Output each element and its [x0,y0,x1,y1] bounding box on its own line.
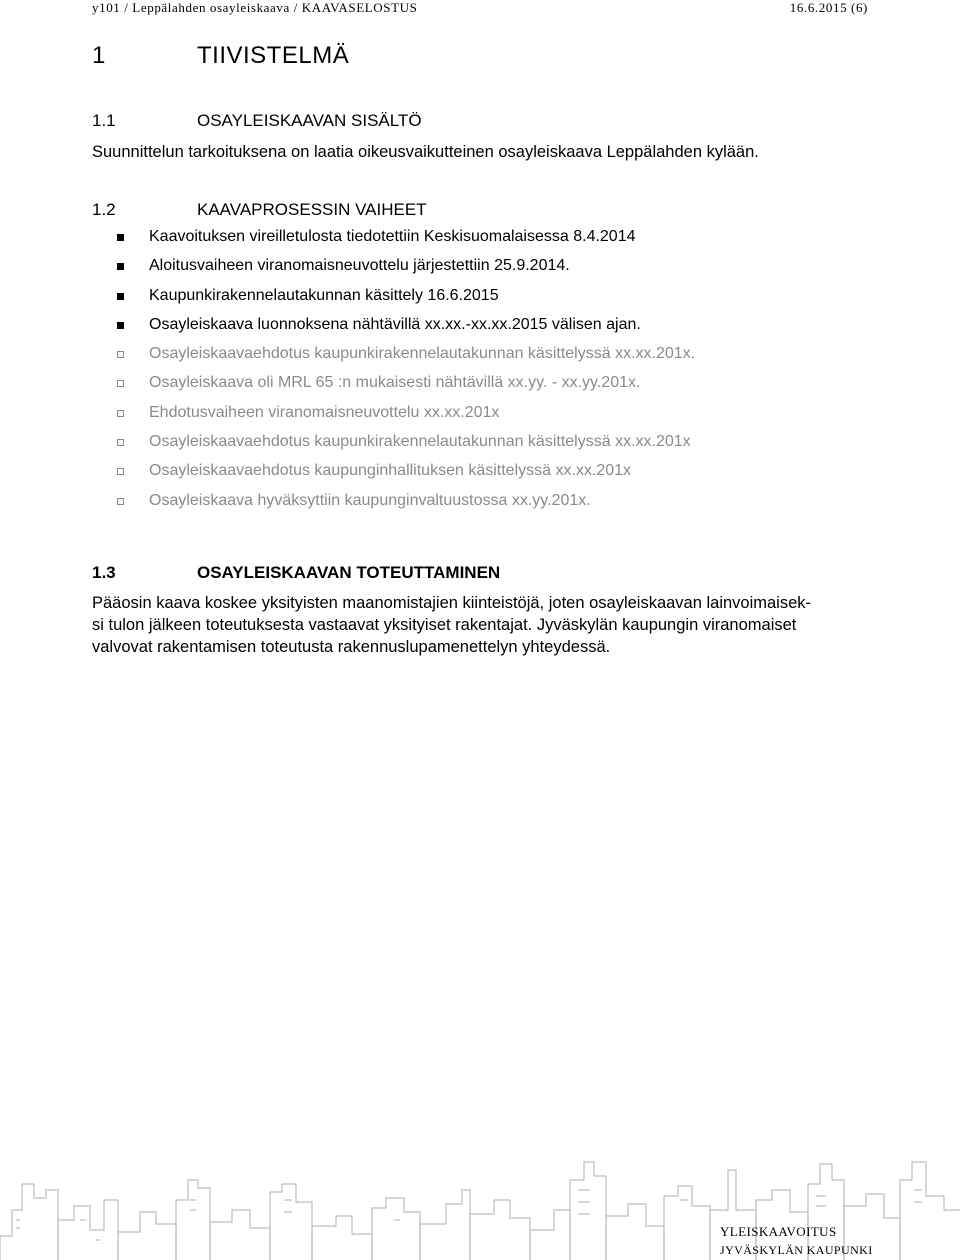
square-bullet-icon [117,439,124,446]
skyline-building [900,1162,960,1260]
square-bullet-icon [117,410,124,417]
paragraph-line: si tulon jälkeen toteutuksesta vastaavat yksityiset rakentajat. Jyväskylän kaupungin viranomaiset [92,616,797,634]
footer-department: YLEISKAAVOITUS [720,1224,837,1239]
process-step-text: Osayleiskaava hyväksyttiin kaupunginvaltuustossa xx.yy.201x. [149,491,591,509]
square-bullet-icon [117,263,124,270]
heading-number: 1 [92,42,106,69]
process-step-text: Osayleiskaava luonnoksena nähtävillä xx.xx.-xx.xx.2015 välisen ajan. [149,315,641,333]
process-step-text: Aloitusvaiheen viranomaisneuvottelu järjestettiin 25.9.2014. [149,257,570,275]
heading-section-1-3 [92,563,500,583]
skyline-building [664,1186,710,1260]
square-bullet-icon [117,351,124,358]
skyline-building [570,1162,606,1260]
skyline-building [312,1216,372,1260]
square-bullet-icon [117,234,124,241]
heading-number: 1.3 [92,563,116,582]
skyline-building [470,1200,530,1260]
skyline-building [530,1210,570,1260]
heading-number: 1.2 [92,200,116,219]
page-header [92,0,868,20]
section-1-1-text: Suunnittelun tarkoituksena on laatia oikeusvaikutteinen osayleiskaava Leppälahden kylään. [92,143,759,161]
skyline-building [176,1180,210,1260]
process-step-text: Kaupunkirakennelautakunnan käsittely 16.6.2015 [149,286,499,304]
skyline-building [210,1210,270,1260]
footer-organization: JYVÄSKYLÄN KAUPUNKI [720,1243,873,1257]
process-step [117,345,695,374]
skyline-building [420,1190,470,1260]
process-step [117,492,695,521]
heading-title: OSAYLEISKAAVAN SISÄLTÖ [197,111,422,130]
heading-number: 1.1 [92,111,116,130]
process-step [117,462,695,491]
square-bullet-icon [117,468,124,475]
skyline-building [118,1212,176,1260]
process-step-text: Osayleiskaava oli MRL 65 :n mukaisesti nähtävillä xx.yy. - xx.yy.201x. [149,374,641,392]
process-step [117,404,695,433]
skyline-building [58,1200,118,1260]
process-step-text: Ehdotusvaiheen viranomaisneuvottelu xx.xx.201x [149,403,500,421]
heading-title: TIIVISTELMÄ [197,42,350,69]
process-step [117,374,695,403]
document-title: y101 / Leppälahden osayleiskaava / KAAVASELOSTUS [92,0,418,15]
process-steps-list [117,228,695,521]
date-page-number: 16.6.2015 (6) [789,0,868,15]
square-bullet-icon [117,322,124,329]
paragraph-line: valvovat rakentamisen toteutusta rakennuslupamenettelyn yhteydessä. [92,638,611,656]
paragraph-line: Pääosin kaava koskee yksityisten maanomistajien kiinteistöjä, joten osayleiskaavan lainvoimaisek- [92,594,812,612]
square-bullet-icon [117,380,124,387]
city-skyline-graphic [0,1140,960,1260]
process-step [117,287,695,316]
process-step-text: Osayleiskaavaehdotus kaupunginhallituksen käsittelyssä xx.xx.201x [149,462,632,480]
heading-title: OSAYLEISKAAVAN TOTEUTTAMINEN [197,563,501,582]
section-1-3-text [92,592,811,658]
heading-section-1-2 [92,200,427,220]
skyline-building [270,1184,312,1260]
process-step [117,433,695,462]
process-step-text: Osayleiskaavaehdotus kaupunkirakennelautakunnan käsittelyssä xx.xx.201x [149,433,691,451]
skyline-building [0,1184,58,1260]
skyline-building [606,1204,664,1260]
square-bullet-icon [117,293,124,300]
heading-title: KAAVAPROSESSIN VAIHEET [197,200,427,219]
process-step-text: Osayleiskaavaehdotus kaupunkirakennelautakunnan käsittelyssä xx.xx.201x. [149,345,696,363]
heading-section-1-1 [92,111,422,131]
process-step [117,257,695,286]
process-step [117,228,695,257]
square-bullet-icon [117,498,124,505]
skyline-building [372,1198,420,1260]
process-step-text: Kaavoituksen vireilletulosta tiedotettiin Keskisuomalaisessa 8.4.2014 [149,228,636,245]
heading-section-1 [92,42,349,70]
process-step [117,316,695,345]
